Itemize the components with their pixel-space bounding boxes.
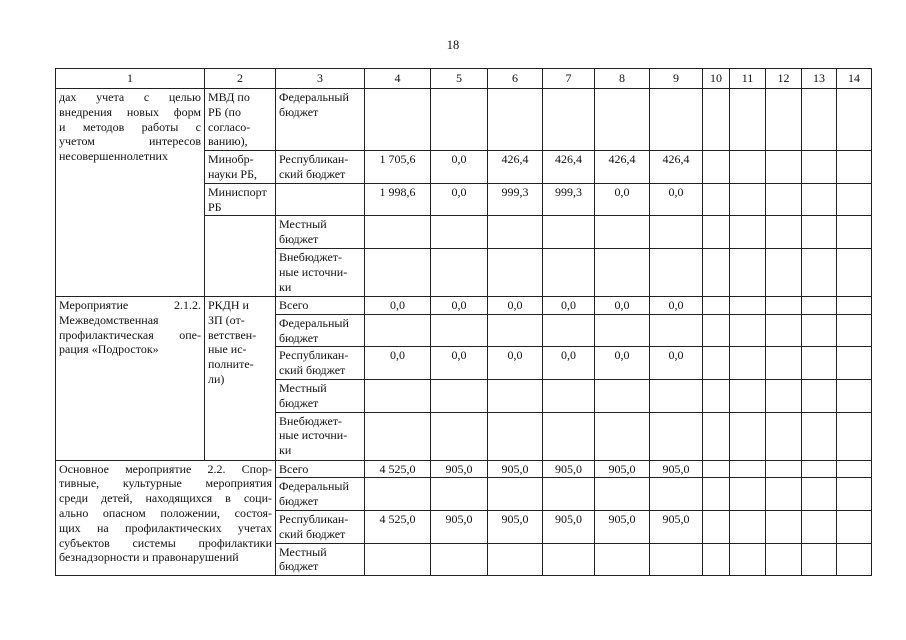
value-cell [650, 89, 703, 151]
header-cell: 3 [276, 69, 365, 89]
cell-text-line: Республикан- [279, 152, 349, 167]
cell-text-line: ский бюджет [279, 363, 346, 378]
cell-text-line: бюджет [279, 330, 319, 345]
cell-text-line: РКДН и [208, 297, 249, 312]
empty-cell [703, 460, 730, 478]
cell-text-line: Местный [279, 217, 327, 232]
value-cell [488, 478, 543, 511]
empty-cell [703, 216, 730, 249]
source-cell [276, 314, 365, 347]
value-cell [488, 89, 543, 151]
responsible-cell [205, 296, 276, 460]
empty-cell [730, 314, 766, 347]
value-cell [365, 89, 431, 151]
cell-text-line: Межведомственная [59, 312, 159, 327]
empty-cell [766, 543, 802, 576]
cell-text-line: науки РБ, [208, 166, 257, 181]
empty-cell [802, 412, 837, 460]
cell-text-line: Миниспорт [208, 184, 267, 199]
value-cell [488, 314, 543, 347]
activity-cell [56, 296, 205, 460]
cell-text-line: Внебюджет- [279, 413, 343, 428]
value-cell: 0,0 [431, 151, 488, 184]
value-cell: 905,0 [431, 510, 488, 543]
empty-cell [837, 216, 872, 249]
empty-cell [766, 347, 802, 380]
value-cell [488, 543, 543, 576]
value-cell: 905,0 [650, 510, 703, 543]
empty-cell [730, 412, 766, 460]
source-cell [276, 543, 365, 576]
cell-text-line: бюджет [279, 494, 319, 509]
value-cell: 905,0 [543, 510, 595, 543]
activity-cell [56, 460, 276, 576]
responsible-cell [205, 151, 276, 184]
empty-cell [766, 89, 802, 151]
value-cell [595, 314, 650, 347]
empty-cell [802, 216, 837, 249]
cell-text-line: ский бюджет [279, 526, 346, 541]
cell-text-line: безнадзорности и правонарушений [59, 550, 239, 565]
value-cell [431, 543, 488, 576]
value-cell [595, 248, 650, 296]
empty-cell [802, 379, 837, 412]
cell-text-line: внедрения новых форм [59, 104, 201, 119]
empty-cell [837, 543, 872, 576]
empty-cell [703, 248, 730, 296]
empty-cell [766, 412, 802, 460]
value-cell: 426,4 [543, 151, 595, 184]
value-cell: 0,0 [365, 347, 431, 380]
cell-text-line: Мероприятие 2.1.2. [59, 297, 201, 312]
source-cell [276, 412, 365, 460]
empty-cell [802, 151, 837, 184]
empty-cell [730, 89, 766, 151]
cell-text-line: ЗП (от- [208, 312, 245, 327]
value-cell [543, 379, 595, 412]
value-cell: 426,4 [595, 151, 650, 184]
header-cell: 8 [595, 69, 650, 89]
value-cell [595, 216, 650, 249]
cell-text-line: дах учета с целью [59, 90, 201, 104]
empty-cell [766, 248, 802, 296]
empty-cell [703, 314, 730, 347]
empty-cell [766, 460, 802, 478]
source-cell [276, 89, 365, 151]
responsible-cell [205, 216, 276, 297]
value-cell [543, 248, 595, 296]
empty-cell [837, 151, 872, 184]
cell-text-line: ский бюджет [279, 166, 346, 181]
header-cell: 7 [543, 69, 595, 89]
value-cell [365, 478, 431, 511]
cell-text-line: РБ [208, 199, 222, 214]
value-cell: 0,0 [595, 183, 650, 216]
empty-cell [837, 460, 872, 478]
cell-text-line: бюджет [279, 104, 319, 119]
empty-cell [766, 296, 802, 314]
activity-cell [56, 89, 205, 297]
empty-cell [837, 183, 872, 216]
value-cell: 905,0 [595, 460, 650, 478]
empty-cell [837, 296, 872, 314]
value-cell [595, 89, 650, 151]
empty-cell [766, 151, 802, 184]
empty-cell [802, 248, 837, 296]
value-cell [650, 478, 703, 511]
value-cell: 905,0 [595, 510, 650, 543]
empty-cell [837, 478, 872, 511]
value-cell: 4 525,0 [365, 460, 431, 478]
empty-cell [837, 510, 872, 543]
cell-text-line: профилактическая опе- [59, 327, 201, 342]
cell-text-line: ки [279, 279, 292, 294]
value-cell: 0,0 [488, 347, 543, 380]
value-cell [365, 314, 431, 347]
value-cell [650, 412, 703, 460]
value-cell [365, 543, 431, 576]
cell-text-line: Республикан- [279, 348, 349, 363]
cell-text-line: Внебюджет- [279, 249, 343, 264]
value-cell [595, 543, 650, 576]
empty-cell [802, 543, 837, 576]
value-cell [650, 314, 703, 347]
empty-cell [730, 347, 766, 380]
cell-text-line: Федеральный [279, 90, 349, 104]
header-cell: 12 [766, 69, 802, 89]
empty-cell [730, 379, 766, 412]
cell-text-line: ванию), [208, 134, 248, 149]
cell-text-line: Местный [279, 544, 327, 559]
empty-cell [703, 89, 730, 151]
empty-cell [730, 478, 766, 511]
empty-cell [703, 478, 730, 511]
cell-text-line: Местный [279, 380, 327, 395]
value-cell [650, 216, 703, 249]
empty-cell [837, 248, 872, 296]
empty-cell [730, 510, 766, 543]
empty-cell [703, 543, 730, 576]
value-cell: 0,0 [431, 296, 488, 314]
value-cell: 1 998,6 [365, 183, 431, 216]
cell-text-line: РБ (по [208, 104, 241, 119]
value-cell: 0,0 [365, 296, 431, 314]
value-cell: 0,0 [650, 347, 703, 380]
cell-text-line: субъектов системы профилактики [59, 535, 272, 550]
value-cell [543, 89, 595, 151]
empty-cell [837, 314, 872, 347]
value-cell [488, 412, 543, 460]
value-cell [488, 248, 543, 296]
value-cell [488, 216, 543, 249]
value-cell: 999,3 [488, 183, 543, 216]
value-cell [650, 543, 703, 576]
empty-cell [766, 478, 802, 511]
cell-text-line: ные источни- [279, 428, 348, 443]
cell-text-line: рация «Подросток» [59, 342, 159, 357]
cell-text-line: бюджет [279, 395, 319, 410]
source-cell [276, 510, 365, 543]
cell-text-line: среди детей, находящихся в соци- [59, 491, 272, 506]
header-cell: 13 [802, 69, 837, 89]
source-cell [276, 379, 365, 412]
value-cell [431, 248, 488, 296]
empty-cell [703, 151, 730, 184]
cell-text-line: несовершеннолетних [59, 149, 168, 164]
value-cell [365, 379, 431, 412]
cell-text-line: ные источни- [279, 264, 348, 279]
empty-cell [703, 379, 730, 412]
page-number: 18 [446, 38, 460, 52]
value-cell: 0,0 [431, 347, 488, 380]
value-cell [431, 478, 488, 511]
empty-cell [730, 543, 766, 576]
value-cell: 1 705,6 [365, 151, 431, 184]
empty-cell [703, 296, 730, 314]
header-cell: 4 [365, 69, 431, 89]
source-cell [276, 248, 365, 296]
value-cell: 0,0 [543, 296, 595, 314]
value-cell: 0,0 [650, 183, 703, 216]
value-cell [543, 478, 595, 511]
value-cell [365, 412, 431, 460]
source-cell [276, 151, 365, 184]
empty-cell [730, 248, 766, 296]
empty-cell [703, 347, 730, 380]
header-cell: 1 [56, 69, 205, 89]
cell-text-line: бюджет [279, 232, 319, 247]
value-cell [488, 379, 543, 412]
empty-cell [802, 478, 837, 511]
value-cell [431, 314, 488, 347]
header-cell: 6 [488, 69, 543, 89]
value-cell: 0,0 [431, 183, 488, 216]
cell-text-line: Федеральный [279, 479, 349, 494]
table-row [56, 296, 872, 314]
value-cell [543, 216, 595, 249]
source-cell [276, 347, 365, 380]
empty-cell [703, 183, 730, 216]
value-cell: 426,4 [650, 151, 703, 184]
cell-text-line: ные ис- [208, 342, 247, 357]
cell-text-line: Республикан- [279, 511, 349, 526]
value-cell [650, 379, 703, 412]
value-cell [543, 412, 595, 460]
empty-cell [802, 183, 837, 216]
cell-text-line: учетом интересов [59, 134, 201, 149]
value-cell [543, 314, 595, 347]
value-cell [365, 216, 431, 249]
cell-text-line: ли) [208, 371, 225, 386]
cell-text-line: ветствен- [208, 327, 257, 342]
value-cell: 0,0 [650, 296, 703, 314]
value-cell: 905,0 [488, 460, 543, 478]
value-cell [431, 412, 488, 460]
responsible-cell [205, 89, 276, 151]
empty-cell [837, 412, 872, 460]
empty-cell [730, 296, 766, 314]
cell-text-line: Основное мероприятие 2.2. Спор- [59, 461, 272, 476]
source-cell [276, 296, 365, 314]
value-cell: 0,0 [595, 347, 650, 380]
value-cell: 905,0 [431, 460, 488, 478]
cell-text-line: Минобр- [208, 152, 254, 167]
cell-text-line: Всего [279, 297, 309, 312]
value-cell: 0,0 [595, 296, 650, 314]
cell-text-line: бюджет [279, 559, 319, 574]
value-cell: 905,0 [650, 460, 703, 478]
empty-cell [802, 347, 837, 380]
cell-text-line: МВД по [208, 90, 250, 104]
value-cell [650, 248, 703, 296]
empty-cell [837, 89, 872, 151]
table-row [56, 460, 872, 478]
header-cell: 9 [650, 69, 703, 89]
empty-cell [766, 183, 802, 216]
cell-text-line: ки [279, 443, 292, 458]
cell-text-line: согласо- [208, 119, 251, 134]
empty-cell [802, 296, 837, 314]
empty-cell [703, 510, 730, 543]
responsible-cell [205, 183, 276, 216]
cell-text-line: Федеральный [279, 315, 349, 330]
empty-cell [730, 216, 766, 249]
cell-text-line: Всего [279, 461, 309, 476]
header-cell: 11 [730, 69, 766, 89]
empty-cell [703, 412, 730, 460]
value-cell [365, 248, 431, 296]
empty-cell [730, 183, 766, 216]
header-cell: 14 [837, 69, 872, 89]
value-cell: 905,0 [488, 510, 543, 543]
cell-text-line: полните- [208, 357, 254, 372]
value-cell [595, 379, 650, 412]
header-cell: 2 [205, 69, 276, 89]
empty-cell [802, 314, 837, 347]
cell-text-line: ально опасном положении, состоя- [59, 505, 272, 520]
value-cell: 999,3 [543, 183, 595, 216]
source-cell [276, 216, 365, 249]
value-cell [431, 89, 488, 151]
empty-cell [802, 460, 837, 478]
empty-cell [766, 216, 802, 249]
empty-cell [766, 379, 802, 412]
empty-cell [802, 510, 837, 543]
empty-cell [802, 89, 837, 151]
value-cell [431, 379, 488, 412]
value-cell: 426,4 [488, 151, 543, 184]
value-cell [543, 543, 595, 576]
empty-cell [837, 347, 872, 380]
empty-cell [837, 379, 872, 412]
header-row [56, 69, 872, 89]
budget-table [55, 68, 872, 576]
value-cell: 4 525,0 [365, 510, 431, 543]
cell-text-line: щих на профилактических учетах [59, 520, 272, 535]
value-cell: 905,0 [543, 460, 595, 478]
source-cell [276, 460, 365, 478]
table-row [56, 89, 872, 151]
empty-cell [766, 510, 802, 543]
source-cell [276, 478, 365, 511]
value-cell [595, 412, 650, 460]
value-cell [431, 216, 488, 249]
empty-cell [730, 151, 766, 184]
cell-text-line: и методов работы с [59, 119, 201, 134]
empty-cell [730, 460, 766, 478]
value-cell [595, 478, 650, 511]
empty-cell [766, 314, 802, 347]
header-cell: 5 [431, 69, 488, 89]
value-cell: 0,0 [543, 347, 595, 380]
cell-text-line: тивные, культурные мероприятия [59, 476, 272, 491]
value-cell: 0,0 [488, 296, 543, 314]
source-cell [276, 183, 365, 216]
header-cell: 10 [703, 69, 730, 89]
